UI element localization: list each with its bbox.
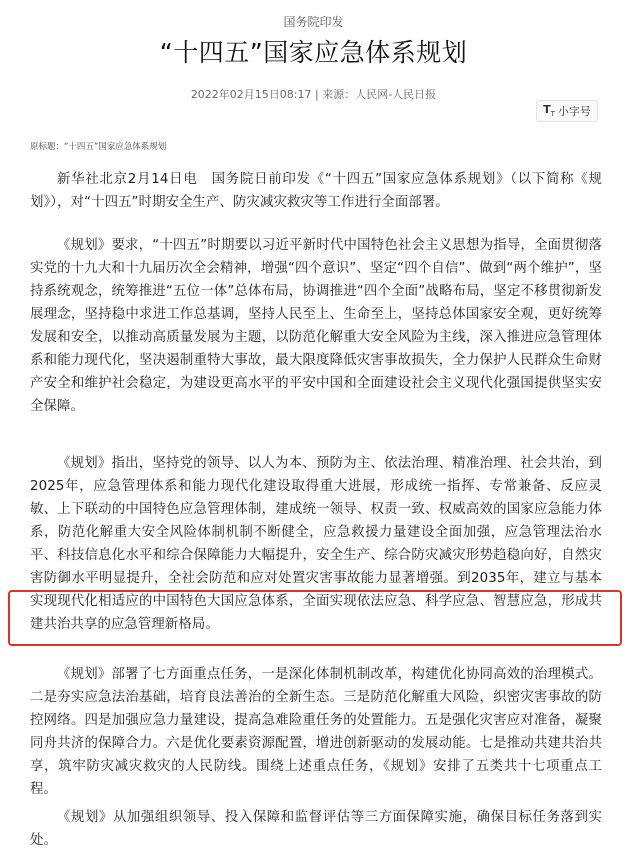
- article-kicker: 国务院印发: [283, 15, 344, 29]
- original-title: 原标题：“十四五”国家应急体系规划: [30, 142, 167, 152]
- paragraph-1: 新华社北京2月14日电 国务院日前印发《“十四五”国家应急体系规划》（以下简称《规划》），对“十四五”时期安全生产、防灾减灾救灾等工作进行全面部署。: [30, 172, 602, 210]
- paragraph-4: 《规划》部署了七方面重点任务，一是深化体制机制改革，构建优化协同高效的治理模式。二是夯实应急法治基础，培育良法善治的全新生态。三是防范化解重大风险，织密灾害事故的防控网络。四是加强应急力量建设，提高急难险重任务的处置能力。五是强化灾害应对准备，凝聚同舟共济的保障合力。六是优化要素资源配置，增进创新驱动的发展动能。七是推动共建共治共享，筑牢防灾减灾救灾的人民防线。围绕上述重点任务，《规划》安排了五类共十七项重点工程。: [30, 667, 602, 797]
- article-title: “十四五”国家应急体系规划: [159, 38, 468, 67]
- font-size-label: 小字号: [557, 105, 591, 118]
- paragraph-3: 《规划》指出，坚持党的领导、以人为本、预防为主、依法治理、精准治理、社会共治，到2025年，应急管理体系和能力现代化建设取得重大进展，形成统一指挥、专常兼备、反应灵敏、上下联动的中国特色应急管理体制，建成统一领导、权责一致、权威高效的国家应急能力体系，防范化解重大安全风险体制机制不断健全，应急救援力量建设全面加强，应急管理法治水平、科技信息化水平和综合保障能力大幅提升，安全生产、综合防灾减灾形势趋稳向好，自然灾害防御水平明显提升，全社会防范和应对处置灾害事故能力显著增强。到2035年，建立与基本实现现代化相适应的中国特色大国应急体系，全面实现依法应急、科学应急、智慧应急，形成共建共治共享的应急管理新格局。: [30, 456, 602, 632]
- text-size-icon: $T_T$: [543, 103, 555, 119]
- font-size-button[interactable]: [536, 100, 598, 122]
- paragraph-5: 《规划》从加强组织领导、投入保障和监督评估等三方面保障实施，确保目标任务落到实处。: [30, 810, 602, 848]
- paragraph-2: 《规划》要求，“十四五”时期要以习近平新时代中国特色社会主义思想为指导，全面贯彻落实党的十九大和十九届历次全会精神，增强“四个意识”、坚定“四个自信”、做到“两个维护”，坚持系统观念，统筹推进“五位一体”总体布局，协调推进“四个全面”战略布局，坚定不移贯彻新发展理念，坚持稳中求进工作总基调，坚持人民至上、生命至上，坚持总体国家安全观，更好统筹发展和安全，以推动高质量发展为主题，以防范化解重大安全风险为主线，深入推进应急管理体系和能力现代化，坚决遏制重特大事故，最大限度降低灾害事故损失，全力保护人民群众生命财产安全和维护社会稳定，为建设更高水平的平安中国和全面建设社会主义现代化强国提供坚实安全保障。: [30, 238, 602, 414]
- article-meta: 2022年02月15日08:17 | 来源：人民网-人民日报: [190, 88, 437, 101]
